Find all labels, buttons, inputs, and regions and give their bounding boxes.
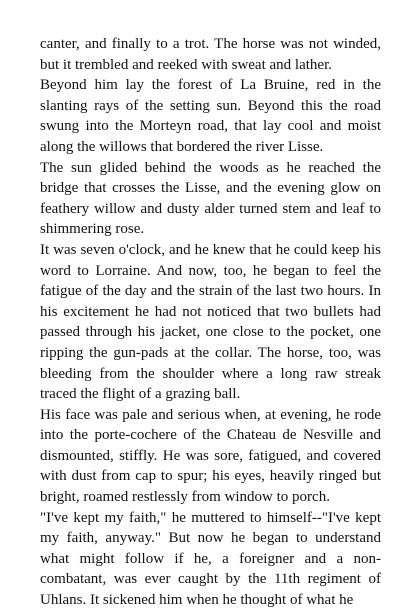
paragraph-1: canter, and finally to a trot. The horse was not winded, but it trembled and reeked with sweat and lather.: [40, 36, 381, 73]
paragraph-6: "I've kept my faith," he muttered to himself--"I've kept my faith, anyway." But now he began to understand what might follow if he, a foreigner and a non-combatant, was ever caught by the 11th regiment of Uhlans. It sickened him when he thought of what he: [40, 509, 381, 609]
paragraph-3: The sun glided behind the woods as he reached the bridge that crosses the Lisse, and the evening glow on feathery willow and dusty alder turned stem and leaf to shimmering rose.: [40, 159, 381, 238]
document-page: [40, 34, 381, 611]
paragraph-4: It was seven o'clock, and he knew that he could keep his word to Lorraine. And now, too, he began to feel the fatigue of the day and the strain of the last two hours. In his excitement he had not noticed that two bullets had passed through his jacket, one close to the pocket, one ripping the gun-pads at the collar. The horse, too, was bleeding from the shoulder where a long raw streak traced the flight of a grazing ball.: [40, 241, 381, 403]
paragraph-5: His face was pale and serious when, at evening, he rode into the porte-cochere of the Chateau de Nesville and dismounted, stiffly. He was sore, fatigued, and covered with dust from cap to spur; his eyes, heavily ringed but bright, roamed restlessly from window to porch.: [40, 406, 381, 506]
paragraph-2: Beyond him lay the forest of La Bruine, red in the slanting rays of the setting sun. Beyond this the road swung into the Morteyn road, that lay cool and moist along the willows that bordered the river Lisse.: [40, 77, 381, 155]
